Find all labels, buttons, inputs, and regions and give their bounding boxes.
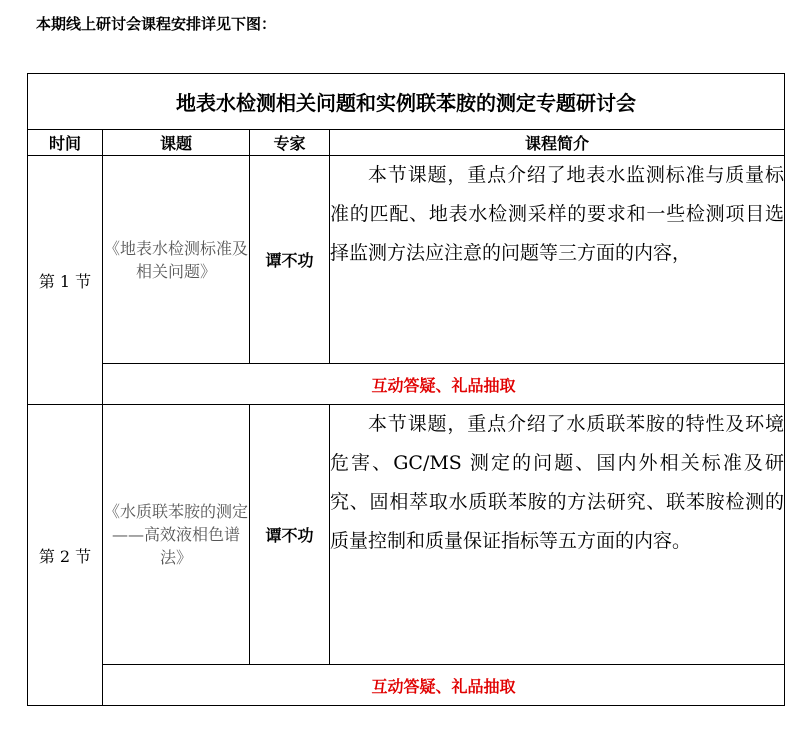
session-description-text: 本节课题，重点介绍了地表水监测标准与质量标准的匹配、地表水检测采样的要求和一些检测项目选择监测方法应注意的问题等三方面的内容，: [330, 164, 784, 264]
table-title: 地表水检测相关问题和实例联苯胺的测定专题研讨会: [28, 74, 785, 130]
session-expert: 谭不功: [250, 405, 330, 665]
session-row: [28, 156, 785, 364]
session-time: 第 1 节: [28, 156, 103, 405]
qa-banner: 互动答疑、礼品抽取: [103, 364, 785, 405]
session-topic: 《水质联苯胺的测定——高效液相色谱法》: [103, 405, 250, 665]
header-description: 课程简介: [330, 130, 785, 156]
session-description-text: 本节课题，重点介绍了水质联苯胺的特性及环境危害、GC/MS 测定的问题、国内外相关标准及研究、固相萃取水质联苯胺的方法研究、联苯胺检测的质量控制和质量保证指标等五方面的内容。: [330, 413, 784, 552]
header-expert: 专家: [250, 130, 330, 156]
session-description: [330, 405, 785, 665]
session-topic: 《地表水检测标准及相关问题》: [103, 156, 250, 364]
session-description: [330, 156, 785, 364]
header-topic: 课题: [103, 130, 250, 156]
session-time: 第 2 节: [28, 405, 103, 706]
intro-text: 本期线上研讨会课程安排详见下图：: [36, 15, 277, 33]
qa-banner: 互动答疑、礼品抽取: [103, 665, 785, 706]
session-row: [28, 405, 785, 665]
header-time: 时间: [28, 130, 103, 156]
session-expert: 谭不功: [250, 156, 330, 364]
table-header-row: [28, 130, 785, 156]
course-schedule-table: [27, 73, 785, 706]
